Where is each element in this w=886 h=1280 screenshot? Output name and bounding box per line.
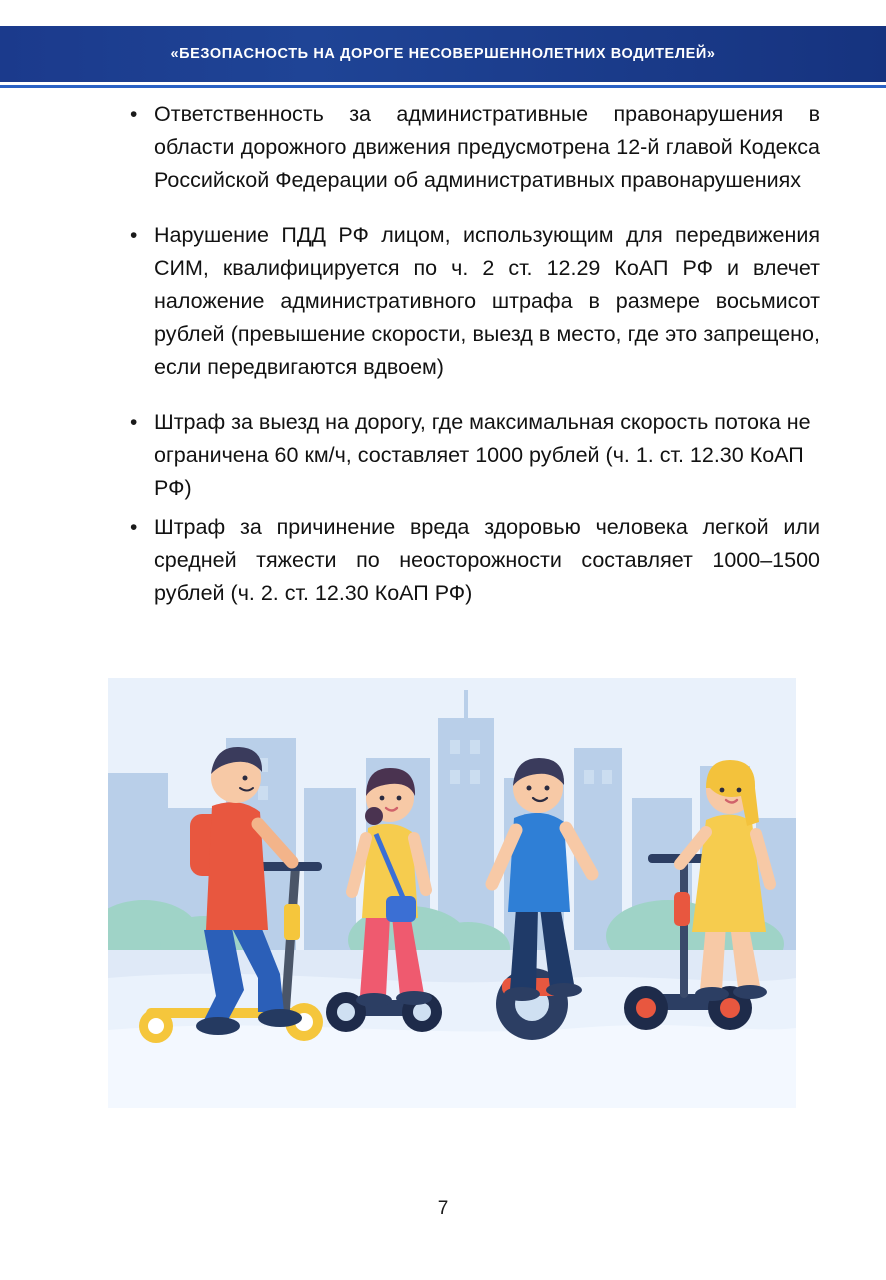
list-item	[120, 219, 820, 384]
page-header-title: «БЕЗОПАСНОСТЬ НА ДОРОГЕ НЕСОВЕРШЕННОЛЕТНИХ ВОДИТЕЛЕЙ»	[170, 46, 716, 62]
bullet-marker-icon: •	[130, 411, 138, 434]
bullet-marker-icon: •	[130, 103, 138, 126]
teens-on-scooters-illustration	[108, 678, 796, 1108]
list-item-text: Нарушение ПДД РФ лицом, использующим для передвижения СИМ, квалифицируется по ч. 2 ст. 12.29 КоАП РФ и влечет наложение административного штрафа в размере восьмисот рублей (превышение скорости, выезд в место, где это запрещено, если передвигаются вдвоем)	[154, 223, 820, 379]
bullet-marker-icon: •	[130, 224, 138, 247]
page-header-band	[0, 26, 886, 82]
page-top-margin	[0, 0, 886, 26]
page-number: 7	[437, 1198, 449, 1219]
list-item	[120, 511, 820, 610]
list-item-text: Ответственность за административные правонарушения в области дорожного движения предусмотрена 12-й главой Кодекса Российской Федерации об административных правонарушениях	[154, 102, 820, 192]
list-item-text: Штраф за выезд на дорогу, где максимальная скорость потока не ограничена 60 км/ч, составляет 1000 рублей (ч. 1. ст. 12.30 КоАП РФ)	[154, 410, 811, 500]
list-item	[120, 98, 820, 197]
page-header-underline	[0, 85, 886, 88]
list-item	[120, 406, 820, 505]
bullet-marker-icon: •	[130, 516, 138, 539]
list-item-text: Штраф за причинение вреда здоровью человека легкой или средней тяжести по неосторожности составляет 1000–1500 рублей (ч. 2. ст. 12.30 КоАП РФ)	[154, 515, 820, 605]
body-content	[120, 98, 820, 632]
